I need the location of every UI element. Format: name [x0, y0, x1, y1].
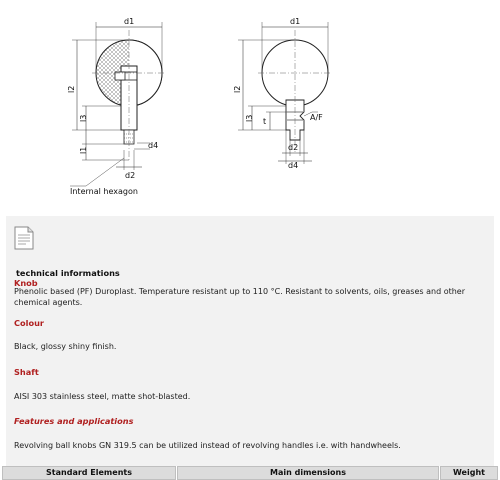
document-icon	[14, 226, 34, 250]
column-header-weight: Weight	[440, 466, 498, 480]
section-title-shaft: Shaft	[14, 367, 39, 377]
d2-label-right: d2	[288, 143, 299, 152]
right-view	[233, 17, 332, 170]
af-label: A/F	[310, 113, 323, 122]
column-header-main-dimensions: Main dimensions	[177, 466, 439, 480]
technical-drawing	[0, 0, 500, 214]
elements-table-header	[0, 466, 500, 480]
section-text-shaft: AISI 303 stainless steel, matte shot-blasted.	[14, 392, 191, 401]
l3-label: l3	[79, 114, 88, 122]
d4-label-left: d4	[148, 141, 159, 150]
column-header-standard-elements: Standard Elements	[2, 466, 176, 480]
internal-hexagon-label: Internal hexagon	[70, 187, 138, 196]
left-view	[67, 17, 166, 196]
section-text-features: Revolving ball knobs GN 319.5 can be utilized instead of revolving handles i.e. with handwheels.	[14, 441, 401, 450]
d1-label-right: d1	[290, 17, 301, 26]
l2-label-right: l2	[233, 85, 242, 93]
d4-label-right: d4	[288, 161, 299, 170]
technical-info-panel	[6, 216, 494, 466]
section-title-colour: Colour	[14, 318, 44, 328]
d1-label: d1	[124, 17, 135, 26]
drawing-svg	[0, 0, 500, 214]
technical-info-heading: technical informations	[16, 268, 120, 278]
section-text-colour: Black, glossy shiny finish.	[14, 342, 117, 351]
l3-label-right: l3	[245, 114, 254, 122]
l2-label: l2	[67, 85, 76, 93]
d2-label-left: d2	[125, 171, 136, 180]
t-label: t	[263, 117, 267, 126]
section-text-knob: Phenolic based (PF) Duroplast. Temperature resistant up to 110 °C. Resistant to solvents, oils, greases and other chemical agents.	[14, 287, 466, 307]
section-title-knob: Knob	[14, 278, 38, 288]
l1-label: l1	[79, 146, 88, 154]
section-title-features: Features and applications	[14, 416, 134, 426]
